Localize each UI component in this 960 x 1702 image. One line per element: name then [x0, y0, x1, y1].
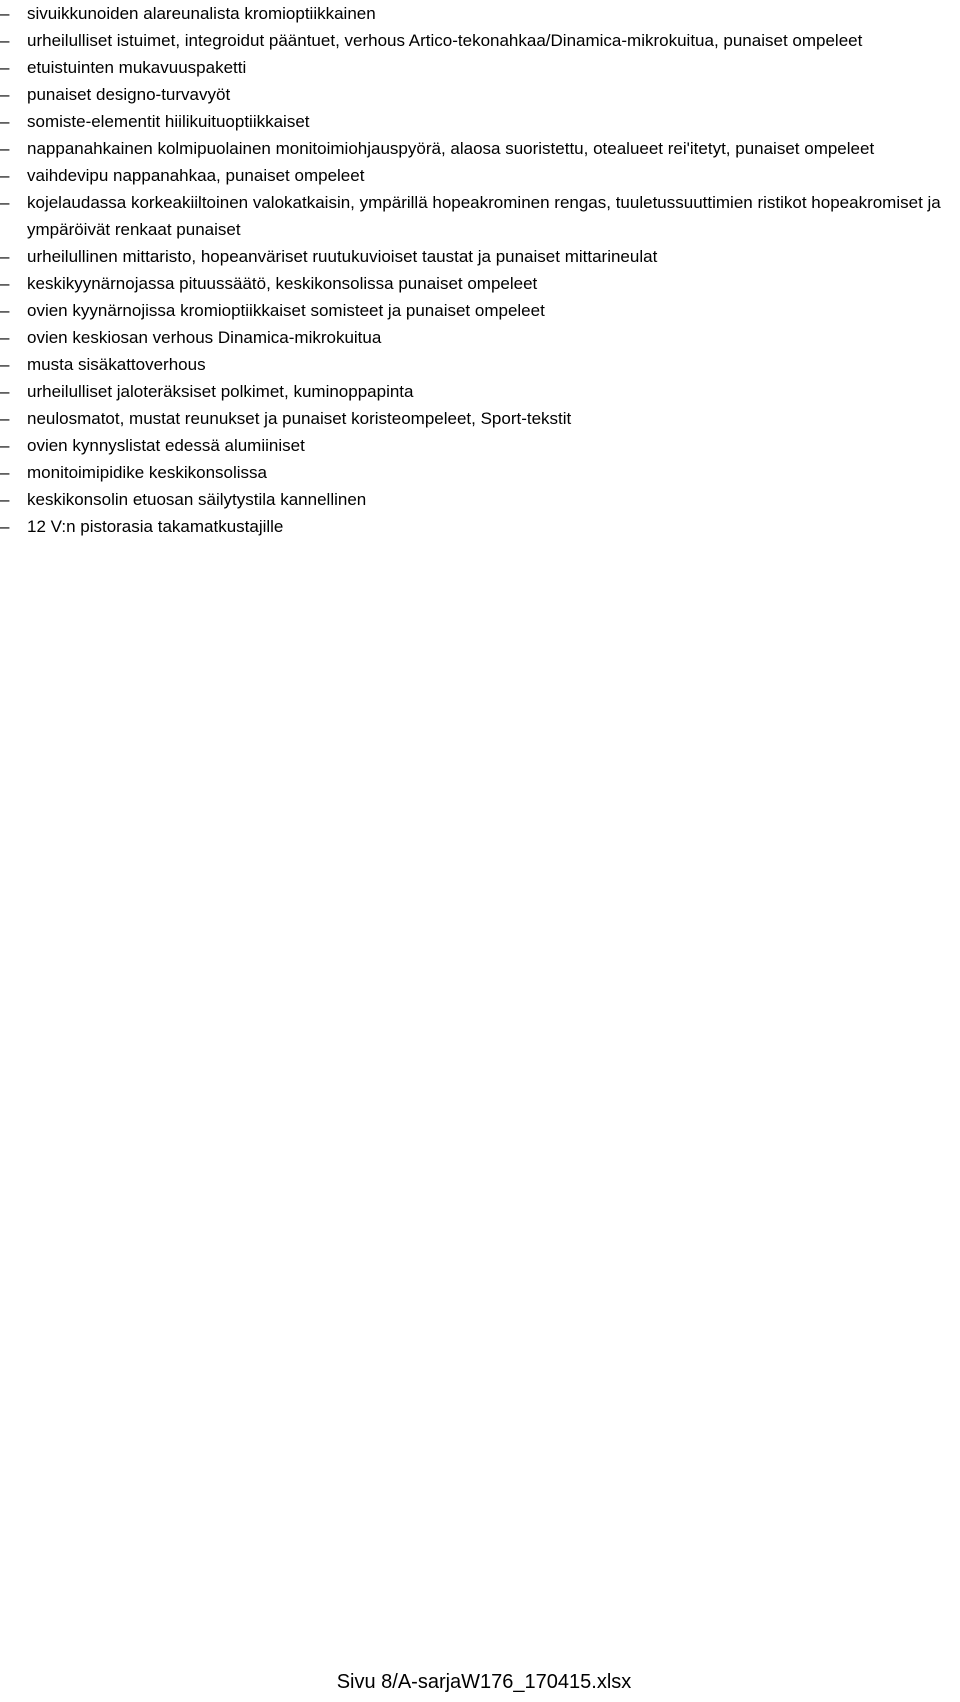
page-footer: Sivu 8/A-sarjaW176_170415.xlsx [336, 1671, 632, 1693]
list-item-text: keskikonsolin etuosan säilytystila kannellinen [27, 490, 367, 509]
dash: – [0, 409, 10, 428]
list-item [0, 189, 960, 243]
list-item [0, 405, 960, 432]
dash: – [0, 274, 10, 293]
dash: – [0, 139, 10, 158]
list-item [0, 27, 960, 54]
list-item-text: ovien kyynärnojissa kromioptiikkaiset somisteet ja punaiset ompeleet [27, 301, 545, 320]
list-item-text: etuistuinten mukavuuspaketti [27, 58, 247, 77]
list-item-text: vaihdevipu nappanahkaa, punaiset ompeleet [27, 166, 365, 185]
list-item-text: keskikyynärnojassa pituussäätö, keskikonsolissa punaiset ompeleet [27, 274, 538, 293]
list-item [0, 81, 960, 108]
list-item-text: punaiset designo-turvavyöt [27, 85, 231, 104]
list-item [0, 432, 960, 459]
dash: – [0, 436, 10, 455]
dash: – [0, 328, 10, 347]
list-item [0, 324, 960, 351]
dash: – [0, 382, 10, 401]
list-item [0, 135, 960, 162]
dash: – [0, 355, 10, 374]
list-item [0, 378, 960, 405]
list-item [0, 297, 960, 324]
list-item-text: urheilulliset istuimet, integroidut pääntuet, verhous Artico-tekonahkaa/Dinamica-mikrokuitua, punaiset ompeleet [27, 31, 863, 50]
list-item-text: ovien keskiosan verhous Dinamica-mikrokuitua [27, 328, 382, 347]
list-item-text: monitoimipidike keskikonsolissa [27, 463, 267, 482]
list-item-text: neulosmatot, mustat reunukset ja punaiset koristeompeleet, Sport-tekstit [27, 409, 572, 428]
list-item-text: 12 V:n pistorasia takamatkustajille [27, 517, 284, 536]
dash: – [0, 247, 10, 266]
spec-list [0, 0, 960, 540]
list-item [0, 351, 960, 378]
dash: – [0, 193, 10, 212]
dash: – [0, 112, 10, 131]
list-item-text: kojelaudassa korkeakiiltoinen valokatkaisin, ympärillä hopeakrominen rengas, tuuletussuuttimien ristikot hopeakromiset ja ympäröivät renkaat punaiset [27, 193, 941, 239]
dash: – [0, 517, 10, 536]
list-item [0, 0, 960, 27]
dash: – [0, 463, 10, 482]
dash: – [0, 4, 10, 23]
list-item [0, 459, 960, 486]
list-item [0, 162, 960, 189]
list-item-text: nappanahkainen kolmipuolainen monitoimiohjauspyörä, alaosa suoristettu, otealueet rei'itetyt, punaiset ompeleet [27, 139, 875, 158]
list-item [0, 270, 960, 297]
list-item-text: ovien kynnyslistat edessä alumiiniset [27, 436, 305, 455]
list-item [0, 243, 960, 270]
dash: – [0, 301, 10, 320]
list-item-text: sivuikkunoiden alareunalista kromioptiikkainen [27, 4, 376, 23]
list-item-text: somiste-elementit hiilikuituoptiikkaiset [27, 112, 310, 131]
list-item-text: musta sisäkattoverhous [27, 355, 206, 374]
dash: – [0, 58, 10, 77]
dash: – [0, 31, 10, 50]
dash: – [0, 490, 10, 509]
list-item-text: urheilulliset jaloteräksiset polkimet, kuminoppapinta [27, 382, 414, 401]
list-item [0, 486, 960, 513]
dash: – [0, 166, 10, 185]
dash: – [0, 85, 10, 104]
list-item-text: urheilullinen mittaristo, hopeanväriset ruutukuvioiset taustat ja punaiset mittarineulat [27, 247, 658, 266]
list-item [0, 513, 960, 540]
list-item [0, 54, 960, 81]
list-item [0, 108, 960, 135]
